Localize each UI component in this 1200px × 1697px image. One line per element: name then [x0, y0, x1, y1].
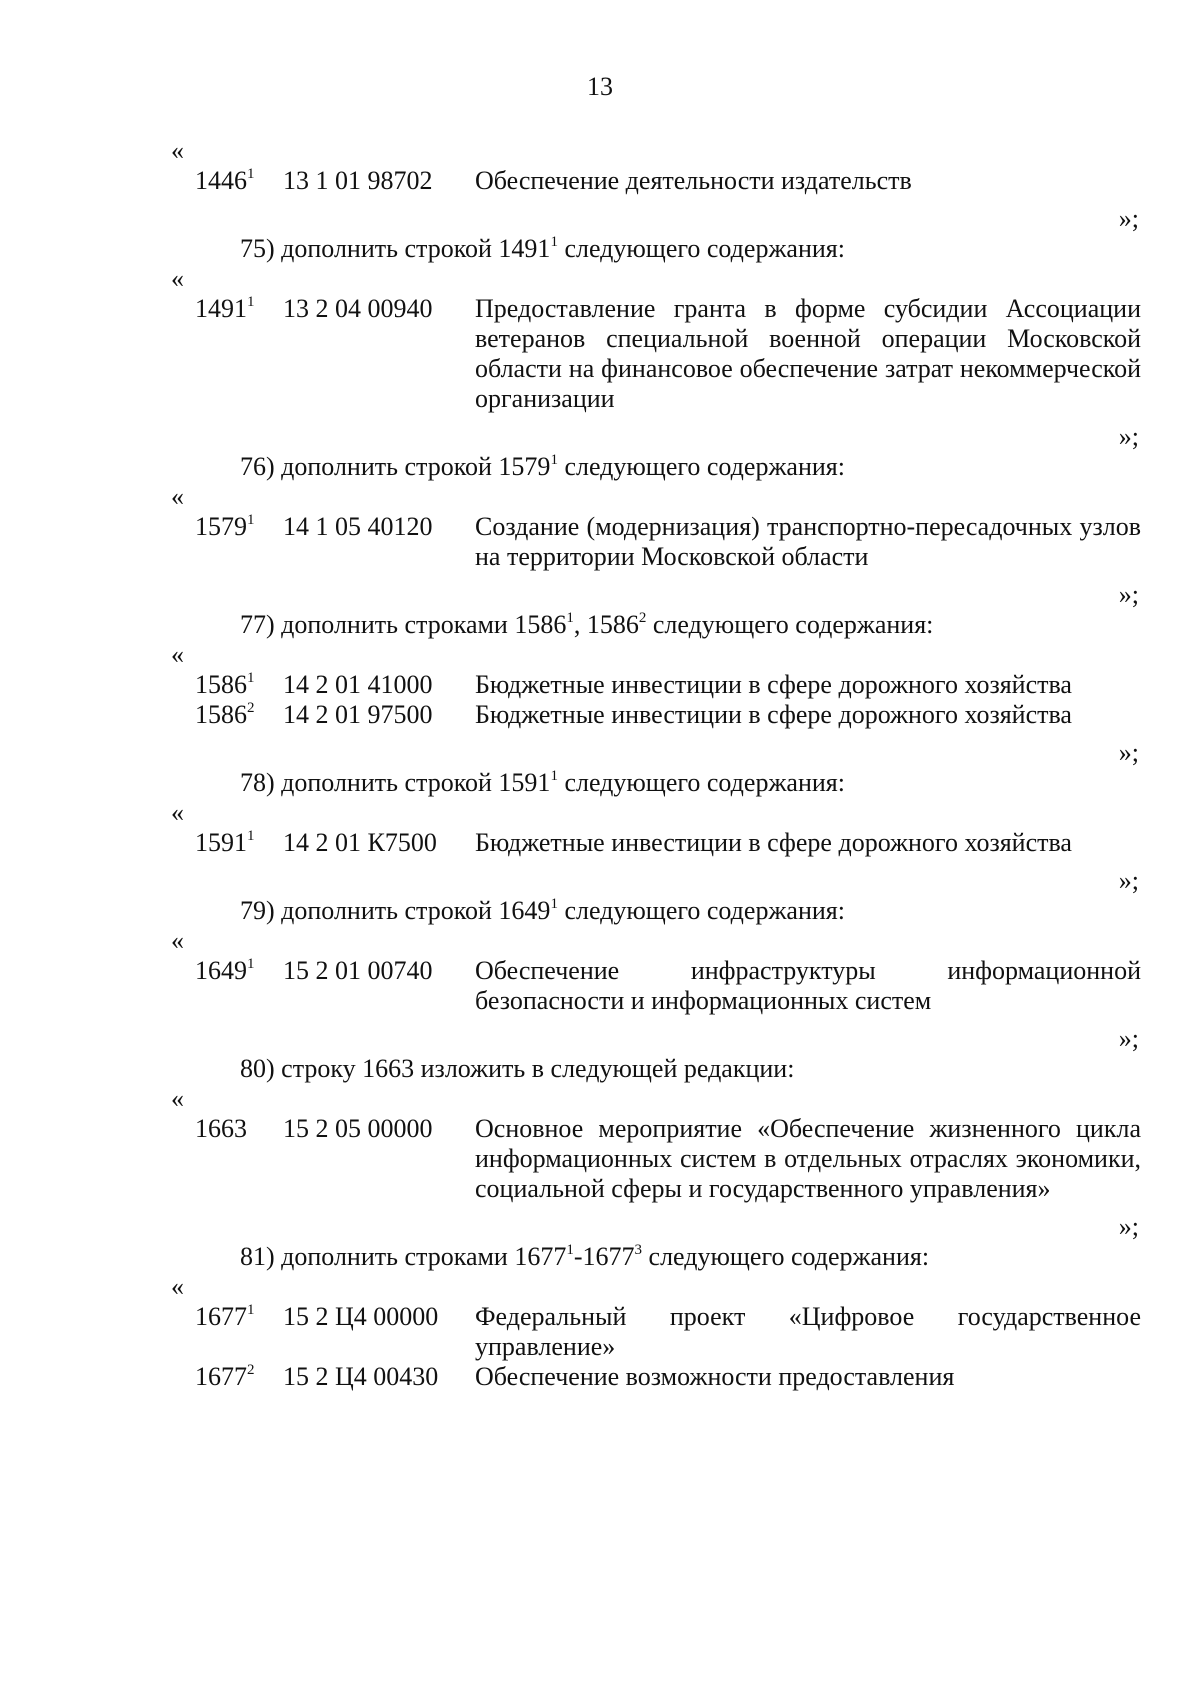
amendment-section — [171, 768, 1141, 896]
classification-code: 14 2 01 К7500 — [283, 828, 437, 857]
row-number-value: 1586 — [195, 700, 247, 729]
superscript-index: 2 — [247, 1362, 255, 1378]
row-number-value: 1579 — [195, 512, 247, 541]
table-row — [171, 956, 1141, 1016]
row-number — [171, 956, 281, 1016]
row-number-value: 1677 — [195, 1302, 247, 1331]
opening-quote: « — [171, 798, 184, 827]
amendment-instruction — [171, 234, 1141, 264]
instruction-text: следующего содержания: — [557, 452, 845, 481]
classification-code: 15 2 05 00000 — [283, 1114, 433, 1143]
superscript-index: 1 — [247, 1302, 255, 1318]
superscript-index: 1 — [550, 452, 558, 468]
superscript-index: 1 — [247, 828, 255, 844]
page-number: 13 — [587, 72, 613, 101]
instruction-text: следующего содержания: — [557, 896, 845, 925]
amendment-instruction — [171, 896, 1141, 926]
row-number-value: 1663 — [195, 1114, 247, 1143]
opening-quote: « — [171, 136, 184, 165]
table-row — [171, 670, 1141, 700]
row-description: Основное мероприятие «Обеспечение жизненного цикла информационных систем в отдельных отраслях экономики, социальной сферы и государственного управления» — [475, 1114, 1141, 1203]
superscript-index: 1 — [247, 294, 255, 310]
instruction-text: следующего содержания: — [646, 610, 934, 639]
row-number-value: 1677 — [195, 1362, 247, 1391]
instruction-text: 81) дополнить строками 1677 — [240, 1242, 567, 1271]
table-row — [171, 166, 1141, 196]
superscript-index: 1 — [550, 768, 558, 784]
row-number-value: 1649 — [195, 956, 247, 985]
classification-code: 14 1 05 40120 — [283, 512, 433, 541]
row-number — [171, 1114, 281, 1204]
opening-quote: « — [171, 264, 184, 293]
classification-code: 13 2 04 00940 — [283, 294, 433, 323]
row-description: Бюджетные инвестиции в сфере дорожного хозяйства — [475, 670, 1072, 699]
superscript-index: 3 — [634, 1242, 643, 1258]
instruction-text: 76) дополнить строкой 1579 — [240, 452, 551, 481]
opening-quote: « — [171, 1084, 184, 1113]
closing-quote: »; — [1118, 1212, 1139, 1241]
classification-code: 13 1 01 98702 — [283, 166, 433, 195]
row-number-value: 1591 — [195, 828, 247, 857]
closing-quote: »; — [1118, 204, 1139, 233]
row-number — [171, 166, 281, 196]
amendment-instruction — [171, 1054, 1141, 1084]
instruction-text: , 1586 — [573, 610, 639, 639]
superscript-index: 1 — [247, 166, 255, 182]
row-number — [171, 670, 281, 700]
document-body — [171, 136, 1141, 1392]
superscript-index: 2 — [247, 700, 255, 716]
amendment-section — [171, 896, 1141, 1054]
row-number — [171, 1302, 281, 1362]
opening-quote: « — [171, 926, 184, 955]
table-row — [171, 700, 1141, 730]
amendment-instruction — [171, 452, 1141, 482]
instruction-text: следующего содержания: — [557, 768, 845, 797]
row-number-value: 1491 — [195, 294, 247, 323]
instruction-text: следующего содержания: — [557, 234, 845, 263]
instruction-text: 75) дополнить строкой 1491 — [240, 234, 551, 263]
amendment-section — [171, 610, 1141, 768]
closing-quote: »; — [1118, 422, 1139, 451]
amendment-instruction — [171, 768, 1141, 798]
row-description: Федеральный проект «Цифровое государственное управление» — [475, 1302, 1141, 1361]
classification-code: 15 2 01 00740 — [283, 956, 433, 985]
classification-code: 14 2 01 41000 — [283, 670, 433, 699]
opening-quote: « — [171, 482, 184, 511]
closing-quote: »; — [1118, 1024, 1139, 1053]
instruction-text: 77) дополнить строками 1586 — [240, 610, 567, 639]
amendment-instruction — [171, 610, 1141, 640]
row-description: Обеспечение возможности предоставления — [475, 1362, 955, 1391]
classification-code: 15 2 Ц4 00000 — [283, 1302, 439, 1331]
row-number-value: 1586 — [195, 670, 247, 699]
superscript-index: 1 — [247, 670, 255, 686]
instruction-text: -1677 — [573, 1242, 635, 1271]
amendment-section — [171, 452, 1141, 610]
row-description: Создание (модернизация) транспортно-пересадочных узлов на территории Московской области — [475, 512, 1141, 571]
closing-quote: »; — [1118, 866, 1139, 895]
table-row — [171, 1302, 1141, 1362]
superscript-index: 2 — [638, 610, 647, 626]
row-number — [171, 512, 281, 572]
row-number — [171, 294, 281, 414]
superscript-index: 1 — [566, 610, 574, 626]
classification-code: 14 2 01 97500 — [283, 700, 433, 729]
row-number-value: 1446 — [195, 166, 247, 195]
superscript-index: 1 — [550, 234, 558, 250]
superscript-index: 1 — [566, 1242, 574, 1258]
closing-quote: »; — [1118, 580, 1139, 609]
instruction-text: 78) дополнить строкой 1591 — [240, 768, 551, 797]
opening-quote: « — [171, 640, 184, 669]
row-number — [171, 828, 281, 858]
row-description: Бюджетные инвестиции в сфере дорожного хозяйства — [475, 828, 1072, 857]
amendment-section — [171, 136, 1141, 234]
row-description: Обеспечение инфраструктуры информационной безопасности и информационных систем — [475, 956, 1141, 1015]
table-row — [171, 294, 1141, 414]
instruction-text: 79) дополнить строкой 1649 — [240, 896, 551, 925]
table-row — [171, 512, 1141, 572]
row-number — [171, 1362, 281, 1392]
instruction-text: следующего содержания: — [642, 1242, 930, 1271]
classification-code: 15 2 Ц4 00430 — [283, 1362, 439, 1391]
row-number — [171, 700, 281, 730]
amendment-section — [171, 1054, 1141, 1242]
opening-quote: « — [171, 1272, 184, 1301]
superscript-index: 1 — [550, 896, 558, 912]
table-row — [171, 1114, 1141, 1204]
table-row — [171, 1362, 1141, 1392]
table-row — [171, 828, 1141, 858]
instruction-text: 80) строку 1663 изложить в следующей редакции: — [240, 1054, 795, 1083]
amendment-section — [171, 234, 1141, 452]
row-description: Обеспечение деятельности издательств — [475, 166, 912, 195]
closing-quote: »; — [1118, 738, 1139, 767]
superscript-index: 1 — [247, 512, 255, 528]
amendment-section — [171, 1242, 1141, 1392]
row-description: Предоставление гранта в форме субсидии Ассоциации ветеранов специальной военной операции Московской области на финансовое обеспечение затрат некоммерческой организации — [475, 294, 1141, 413]
amendment-instruction — [171, 1242, 1141, 1272]
row-description: Бюджетные инвестиции в сфере дорожного хозяйства — [475, 700, 1072, 729]
superscript-index: 1 — [247, 956, 255, 972]
